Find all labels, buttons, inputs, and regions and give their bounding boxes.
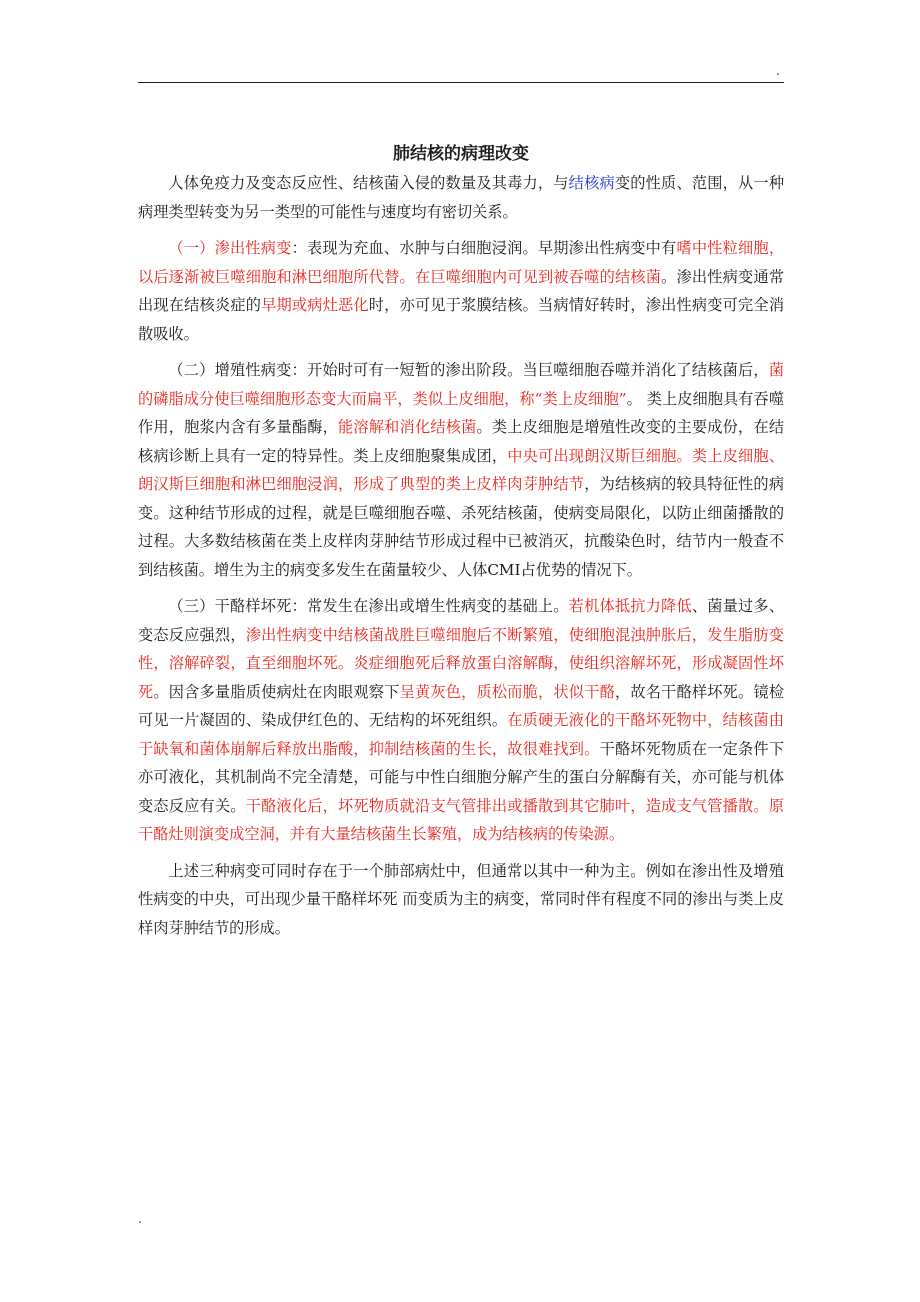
body-text: （三）干酪样坏死：常发生在渗出或增生性病变的基础上。 <box>168 597 569 615</box>
body-text: 时，亦可见于浆膜结核。当病情好转时，渗出性病变可完全消散吸收。 <box>138 296 785 343</box>
highlight-red-text: 渗出性病变中结核菌战胜巨噬细胞后不断繁殖，使细胞混浊肿胀后，发生脂肪变性，溶解碎裂，直至细胞坏死。炎症细胞死后释放蛋白溶解酶，使组织溶解坏死，形成凝固性坏死 <box>138 625 785 701</box>
body-text: 干酪坏死物质在一定条件下亦可液化，其机制尚不完全清楚，可能与中性白细胞分解产生的蛋白分解酶有关，亦可能与机体变态反应有关。 <box>138 739 785 815</box>
paragraph-exudative <box>138 234 784 348</box>
body-text: ，故名干酪样坏死。镜检可见一片凝固的、染成伊红色的、无结构的坏死组织。 <box>138 682 785 729</box>
paragraph-summary <box>138 857 784 943</box>
highlight-red-text: （一）渗出性病变 <box>168 239 292 257</box>
body-text: （二）增殖性病变：开始时可有一短暂的渗出阶段。当巨噬细胞吞噬并消化了结核菌后， <box>168 361 769 379</box>
highlight-red-text: 在质硬无液化的干酪坏死物中，结核菌由于缺氧和菌体崩解后释放出脂酸，抑制结核菌的生长，故很难找到。 <box>138 711 785 758</box>
body-text: 人体免疫力及变态反应性、结核菌入侵的数量及其毒力，与 <box>168 174 569 192</box>
highlight-red-text: 能溶解和消化结核菌 <box>338 418 477 436</box>
document-body <box>138 140 784 950</box>
header-mark: . <box>776 64 780 78</box>
body-text: 。 类上皮细胞具有吞噬作用，胞浆内含有多量酯酶， <box>138 389 785 436</box>
paragraph-caseous-necrosis <box>138 592 784 849</box>
body-text: 。类上皮细胞是增殖性改变的主要成份，在结核病诊断上具有一定的特异性。类上皮细胞聚集成团， <box>138 418 785 465</box>
body-text: 。因含多量脂质使病灶在肉眼观察下 <box>153 682 400 701</box>
body-text: 、菌量过多、变态反应强烈， <box>138 597 785 644</box>
highlight-red-text: 早期或病灶恶化 <box>261 296 369 314</box>
body-text: ，为结核病的较具特征性的病变。这种结节形成的过程，就是巨噬细胞吞噬、杀死结核菌，使病变局限化，以防止细菌播散的过程。大多数结核菌在类上皮样肉芽肿结节形成过程中已被消灭，抗酸染色时，结节内一般查不到结核菌。增生为主的病变多发生在菌量较少、人体CMI占优势的情况下。 <box>138 475 785 579</box>
highlight-red-text: 呈黄灰色，质松而脆，状似干酪 <box>399 682 615 701</box>
highlight-red-text: 菌的磷脂成分使巨噬细胞形态变大而扁平，类似上皮细胞，称“类上皮细胞” <box>138 361 784 408</box>
body-text: ：表现为充血、水肿与白细胞浸润。早期渗出性病变中有 <box>291 239 677 257</box>
paragraph-intro <box>138 169 784 226</box>
footer-mark: . <box>138 1212 142 1226</box>
highlight-red-text: 中央可出现朗汉斯巨细胞。类上皮细胞、朗汉斯巨细胞和淋巴细胞浸润，形成了典型的类上皮样肉芽肿结节 <box>138 446 785 493</box>
body-text: 变的性质、范围，从一种病理类型转变为另一类型的可能性与速度均有密切关系。 <box>138 174 785 221</box>
highlight-blue-text: 结核病 <box>568 174 615 192</box>
highlight-red-text: 干酪液化后，坏死物质就沿支气管排出或播散到其它肺叶，造成支气管播散。原干酪灶则演变成空洞，并有大量结核菌生长繁殖，成为结核病的传染源。 <box>138 796 785 843</box>
paragraph-proliferative <box>138 356 784 584</box>
header-rule <box>138 82 784 83</box>
highlight-red-text: 嗜中性粒细胞，以后逐渐被巨噬细胞和淋巴细胞所代替。在巨噬细胞内可见到被吞噬的结核菌 <box>138 239 785 286</box>
body-text: 上述三种病变可同时存在于一个肺部病灶中，但通常以其中一种为主。例如在渗出性及增殖性病变的中央，可出现少量干酪样坏死 而变质为主的病变，常同时伴有程度不同的渗出与类上皮样肉芽肿结节的形成。 <box>138 861 784 937</box>
page-title: 肺结核的病理改变 <box>393 144 529 164</box>
body-text: 。渗出性病变通常出现在结核炎症的 <box>138 267 785 314</box>
highlight-red-text: 若机体抵抗力降低 <box>568 597 692 615</box>
